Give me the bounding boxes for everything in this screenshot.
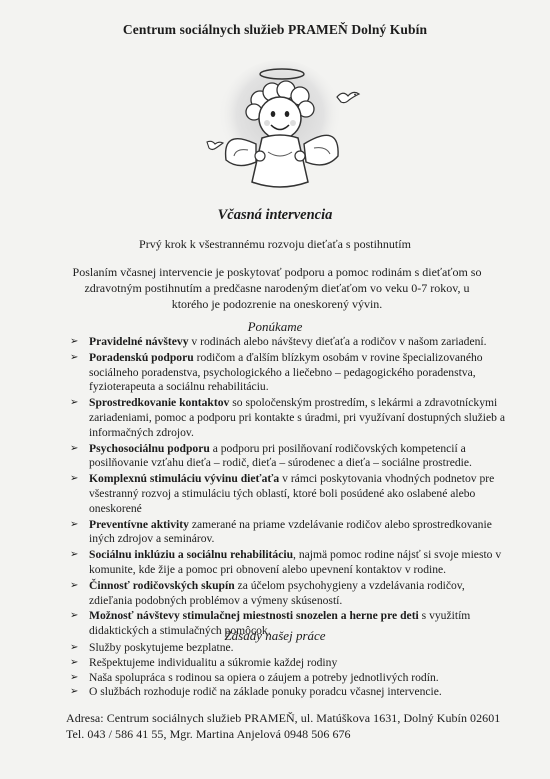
offer-bold: Možnosť návštevy stimulačnej miestnosti snozelen a herne pre deti xyxy=(89,609,419,623)
list-item xyxy=(66,548,510,578)
bird-icon xyxy=(335,88,361,106)
organization-title: Centrum sociálnych služieb PRAMEŇ Dolný Kubín xyxy=(122,22,428,37)
footer-address: Adresa: Centrum sociálnych služieb PRAMEŇ, ul. Matúškova 1631, Dolný Kubín 02601 xyxy=(66,711,501,725)
offer-text: a podporu pri posilňovaní rodičovských kompetencií a posilňovanie vzťahu dieťa – rodič, dieťa – súrodenec a dieťa – sociálne prostredie. xyxy=(89,441,472,470)
arrow-bullet-icon: ➢ xyxy=(70,442,79,454)
offer-text: zamerané na priame vzdelávanie rodičov alebo sprostredkovanie iných zdrojov a seminárov. xyxy=(89,517,492,546)
offer-bold: Pravidelné návštevy xyxy=(89,335,189,348)
arrow-bullet-icon: ➢ xyxy=(70,351,79,363)
list-item xyxy=(66,671,510,686)
offer-bold: Psychosociálnu podporu xyxy=(89,441,210,455)
offer-heading: Ponúkame xyxy=(247,319,303,334)
rule-text: Rešpektujeme individualitu a súkromie každej rodiny xyxy=(89,655,338,669)
rule-text: O službách rozhoduje rodič na základe ponuky poradcu včasnej intervencie. xyxy=(89,685,442,699)
arrow-bullet-icon: ➢ xyxy=(70,579,79,591)
offer-text: s využitím didaktických a stimulačných pomôcok. xyxy=(89,609,471,638)
arrow-bullet-icon: ➢ xyxy=(70,473,79,485)
arrow-bullet-icon: ➢ xyxy=(70,518,79,530)
angel-illustration xyxy=(190,52,370,202)
footer xyxy=(66,710,536,742)
offer-text: za účelom psychohygieny a vzdelávania rodičov, zdieľania podobných problémov a výmeny skúseností. xyxy=(89,578,465,607)
offer-text: v rodinách alebo návštevy dieťaťa a rodičov v našom zariadení. xyxy=(188,335,487,348)
rules-list xyxy=(66,641,510,700)
rules-heading: Zásady našej práce xyxy=(224,628,326,643)
list-item xyxy=(66,685,510,700)
document-subtitle: Prvý krok k všestrannému rozvoju dieťaťa s postihnutím xyxy=(139,237,411,251)
arrow-bullet-icon: ➢ xyxy=(70,397,79,409)
offer-list xyxy=(66,335,510,640)
offer-bold: Sprostredkovanie kontaktov xyxy=(89,396,230,410)
footer-contact: Tel. 043 / 586 41 55, Mgr. Martina Anjelová 0948 506 676 xyxy=(66,727,351,741)
arrow-bullet-icon: ➢ xyxy=(70,656,79,668)
list-item xyxy=(66,579,510,609)
list-item xyxy=(66,335,510,350)
list-item xyxy=(66,442,510,472)
list-item xyxy=(66,396,510,440)
offer-text: , najmä pomoc rodine nájsť si svoje miesto v komunite, kde žije a pomoc pri obnovení alebo upevnení kontaktov v rodine. xyxy=(89,548,502,576)
arrow-bullet-icon: ➢ xyxy=(70,686,79,698)
arrow-bullet-icon: ➢ xyxy=(70,610,79,622)
offer-text: v rámci poskytovania vhodných podnetov pre všestranný rozvoj a stimuláciu tých oblastí, ktoré boli posúdené ako oslabené alebo oneskorené xyxy=(89,472,495,515)
document-title: Včasná intervencia xyxy=(217,207,333,223)
offer-bold: Činnosť rodičovských skupín xyxy=(89,578,235,592)
rule-text: Služby poskytujeme bezplatne. xyxy=(89,641,234,654)
offer-bold: Poradenskú podporu xyxy=(89,350,194,364)
bird-icon xyxy=(205,138,225,152)
offer-bold: Komplexnú stimuláciu vývinu dieťaťa xyxy=(89,472,280,486)
arrow-bullet-icon: ➢ xyxy=(70,549,79,561)
intro-paragraph: Poslaním včasnej intervencie je poskytovať podporu a pomoc rodinám s dieťaťom so zdravotným postihnutím a predčasne narodeným dieťaťom vo veku 0-7 rokov, u ktorého je podozrenie na oneskorený vývin. xyxy=(72,265,482,311)
arrow-bullet-icon: ➢ xyxy=(70,336,79,347)
offer-bold: Sociálnu inklúziu a sociálnu rehabilitáciu xyxy=(89,548,294,562)
offer-text: rodičom a ďalším blízkym osobám v rovine špecializovaného sociálneho poradenstva, psychologického a liečebno – pedagogického poradenstva, fyzioterapeuta a sociálnu rehabilitáciu. xyxy=(89,350,483,394)
arrow-bullet-icon: ➢ xyxy=(70,671,79,683)
rule-text: Naša spolupráca s rodinou sa opiera o záujem a potreby jednotlivých rodín. xyxy=(89,670,439,684)
list-item xyxy=(66,351,510,395)
list-item xyxy=(66,641,510,656)
offer-text: so spoločenským prostredím, s lekármi a zdravotníckymi zariadeniami, pomoc a podporu pri kontakte s úradmi, pri využívaní dostupných služieb a informačných zdrojov. xyxy=(89,396,505,439)
list-item xyxy=(66,518,510,548)
list-item xyxy=(66,472,510,516)
arrow-bullet-icon: ➢ xyxy=(70,642,79,653)
list-item xyxy=(66,656,510,671)
offer-bold: Preventívne aktivity xyxy=(89,517,189,531)
